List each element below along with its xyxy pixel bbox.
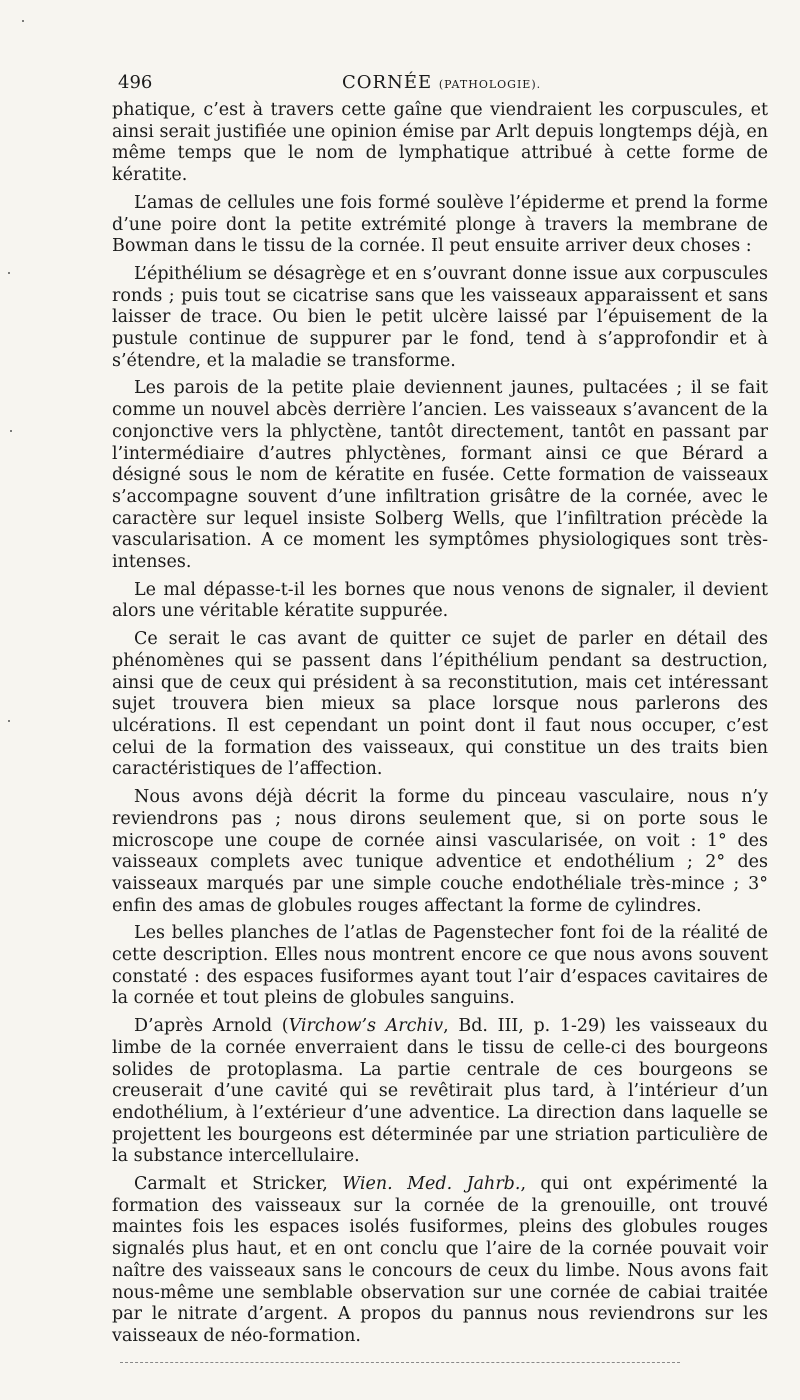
body-text xyxy=(112,100,768,1354)
running-title-subtitle: (PATHOLOGIE). xyxy=(438,78,542,91)
scan-speck xyxy=(22,20,24,22)
running-title-main: CORNÉE xyxy=(342,72,433,93)
paragraph-carmalt xyxy=(112,1174,768,1348)
paragraph-text: Carmalt et Stricker, xyxy=(134,1174,343,1195)
citation-journal: Virchow’s Archiv xyxy=(288,1016,444,1037)
scan-speck xyxy=(10,430,12,432)
page-number: 496 xyxy=(118,72,153,93)
paragraph: L’amas de cellules une fois formé soulève l’épiderme et prend la forme d’une poire dont la petite extrémité plonge à travers la membrane de Bowman dans le tissu de la cornée. Il peut ensuite arriver deux choses : xyxy=(112,192,768,257)
paragraph-text: , qui ont expérimenté la formation des vaisseaux sur la cornée de la grenouille, ont trouvé maintes fois les espaces isolés fusiformes, pleins des globules rouges signalés plus haut, et en ont conclu que l’aire de la cornée pouvait voir naître des vaisseaux sans le concours de ceux du limbe. Nous avons fait nous-même une semblable observation sur une cornée de cabiai traitée par le nitrate d’argent. A propos du pannus nous reviendrons sur les vaisseaux de néo-formation. xyxy=(112,1174,768,1346)
scan-speck xyxy=(8,720,10,722)
paragraph: Nous avons déjà décrit la forme du pinceau vasculaire, nous n’y reviendrons pas ; nous dirons seulement que, si on porte sous le microscope une coupe de cornée ainsi vascularisée, on voit : 1° des vaisseaux complets avec tunique adventice et endothélium ; 2° des vaisseaux marqués par une simple couche endothéliale très-mince ; 3° enfin des amas de globules rouges affectant la forme de cylindres. xyxy=(112,787,768,916)
paragraph: L’épithélium se désagrège et en s’ouvrant donne issue aux corpuscules ronds ; puis tout se cicatrise sans que les vaisseaux apparaissent et sans laisser de trace. Ou bien le petit ulcère laissé par l’épuisement de la pustule continue de suppurer par le fond, tend à s’approfondir et à s’étendre, et la maladie se transforme. xyxy=(112,263,768,371)
paragraph: Ce serait le cas avant de quitter ce sujet de parler en détail des phénomènes qui se passent dans l’épithélium pendant sa destruction, ainsi que de ceux qui président à sa reconstitution, mais cet intéressant sujet trouvera bien mieux sa place lorsque nous parlerons des ulcérations. Il est cependant un point dont il faut nous occuper, c’est celui de la formation des vaisseaux, qui constitue un des traits bien caractéristiques de l’affection. xyxy=(112,629,768,780)
paragraph-text: D’après Arnold ( xyxy=(134,1016,289,1037)
running-title xyxy=(342,72,541,93)
paragraph: Les belles planches de l’atlas de Pagenstecher font foi de la réalité de cette description. Elles nous montrent encore ce que nous avons souvent constaté : des espaces fusiformes ayant tout l’air d’espaces cavitaires de la cornée et tout pleins de globules sanguins. xyxy=(112,923,768,1009)
citation-journal: Wien. Med. Jahrb. xyxy=(342,1174,521,1195)
scan-speck xyxy=(8,272,10,274)
bottom-dotted-rule xyxy=(120,1362,680,1363)
paragraph: Les parois de la petite plaie deviennent jaunes, pultacées ; il se fait comme un nouvel abcès derrière l’ancien. Les vaisseaux s’avancent de la conjonctive vers la phlyctène, tantôt directement, tantôt en passant par l’intermédiaire d’autres phlyctènes, formant ainsi ce que Bérard a désigné sous le nom de kératite en fusée. Cette formation de vaisseaux s’accompagne souvent d’une infiltration grisâtre de la cornée, avec le caractère sur lequel insiste Solberg Wells, que l’infiltration précède la vascularisation. A ce moment les symptômes physiologiques sont très-intenses. xyxy=(112,378,768,573)
running-header xyxy=(112,72,772,102)
paragraph: Le mal dépasse-t-il les bornes que nous venons de signaler, il devient alors une véritable kératite suppurée. xyxy=(112,579,768,622)
paragraph-arnold xyxy=(112,1016,768,1168)
paragraph-text: , Bd. III, p. 1-29) les vaisseaux du limbe de la cornée enverraient dans le tissu de celle-ci des bourgeons solides de protoplasma. La partie centrale de ces bourgeons se creuserait d’une cavité qui se revêtirait plus tard, à l’intérieur d’un endothélium, à l’extérieur d’une adventice. La direction dans laquelle se projettent les bourgeons est déterminée par une striation particulière de la substance intercellulaire. xyxy=(112,1016,768,1167)
paragraph: phatique, c’est à travers cette gaîne que viendraient les corpuscules, et ainsi serait justifiée une opinion émise par Arlt depuis longtemps déjà, en même temps que le nom de lymphatique attribué à cette forme de kératite. xyxy=(112,100,768,186)
